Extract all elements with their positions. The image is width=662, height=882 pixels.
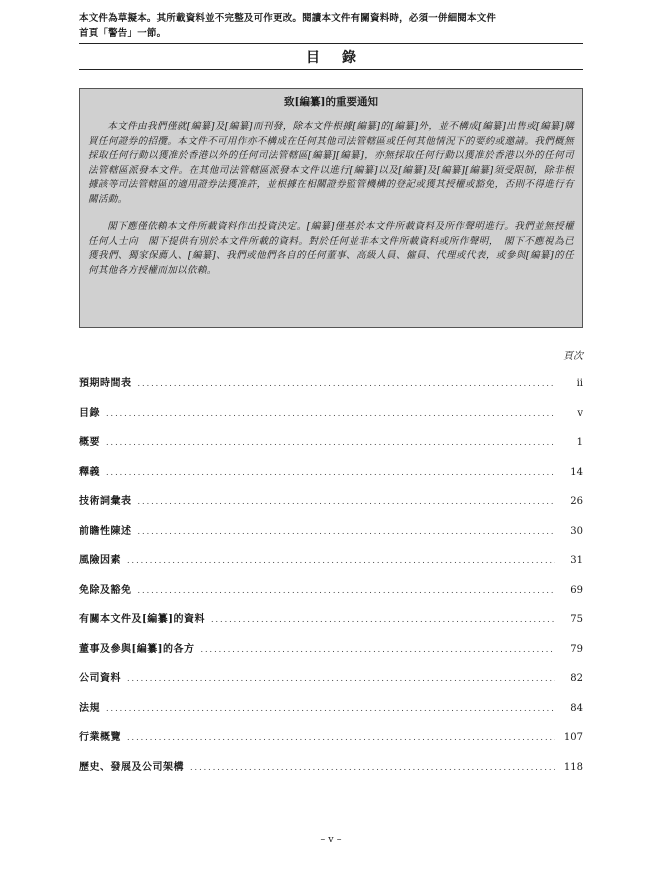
toc-entry[interactable] — [79, 640, 583, 670]
toc-entry-page: 1 — [576, 437, 583, 448]
table-of-contents — [79, 374, 583, 787]
notice-paragraph-2: 閣下應僅依賴本文件所載資料作出投資決定。[編纂]僅基於本文件所載資料及所作聲明進行。我們並無授權任何人士向 閣下提供有別於本文件所載的資料。對於任何並非本文件所載資料或所作聲明， 閣下不應視為已獲我們、獨家保薦人、[編纂]、我們或他們各自的任何董事、高級人員、僱員、代理或代表，或參與[編纂]的任何其他各方授權而加以依賴。 — [88, 221, 574, 276]
toc-entry[interactable] — [79, 463, 583, 493]
toc-entry[interactable] — [79, 728, 583, 758]
important-notice-box — [79, 88, 583, 328]
page-title: 目錄 — [306, 49, 378, 66]
toc-entry[interactable] — [79, 374, 583, 404]
toc-entry-page: 82 — [570, 673, 583, 684]
toc-entry-title: 風險因素 — [79, 555, 121, 566]
toc-entry[interactable] — [79, 551, 583, 581]
toc-entry-title: 前瞻性陳述 — [79, 525, 132, 537]
toc-leader-dots — [138, 378, 556, 390]
toc-leader-dots — [138, 496, 556, 508]
toc-leader-dots — [127, 555, 555, 567]
toc-leader-dots — [106, 703, 555, 715]
toc-entry[interactable] — [79, 522, 583, 552]
page-title-bar — [79, 43, 583, 70]
toc-entry-page: 30 — [570, 525, 583, 537]
toc-entry[interactable] — [79, 758, 583, 788]
toc-entry-page: 69 — [570, 584, 583, 596]
toc-entry-title: 免除及豁免 — [79, 584, 132, 596]
toc-leader-dots — [127, 732, 555, 744]
toc-entry-title: 預期時間表 — [79, 378, 132, 389]
toc-entry[interactable] — [79, 492, 583, 522]
notice-title: 致[編纂]的重要通知 — [284, 96, 378, 108]
toc-leader-dots — [106, 467, 555, 479]
toc-entry-title: 公司資料 — [79, 673, 121, 684]
toc-entry-title: 行業概覽 — [79, 732, 121, 743]
toc-entry-page: 14 — [570, 466, 583, 478]
toc-entry-page: 107 — [563, 732, 583, 743]
disclaimer-line-2: 首頁「警告」一節。 — [79, 28, 167, 39]
toc-entry-page: v — [577, 407, 583, 419]
toc-leader-dots — [106, 408, 555, 420]
toc-entry[interactable] — [79, 669, 583, 699]
page-number: – v – — [320, 834, 342, 845]
toc-entry[interactable] — [79, 699, 583, 729]
toc-entry[interactable] — [79, 610, 583, 640]
toc-entry-title: 概要 — [79, 437, 100, 448]
toc-leader-dots — [138, 585, 556, 597]
notice-paragraph-1: 本文件由我們僅就[編纂]及[編纂]而刊發，除本文件根據[編纂]的[編纂]外，並不構成[編纂]出售或[編纂]購買任何證券的招攬。本文件不可用作亦不構成在任何其他司法管轄區或任何其他情況下的要約或邀請。我們概無採取任何行動以獲准於香港以外的任何司法管轄區[編纂][編纂]，亦無採取任何行動以獲准於香港以外的任何司法管轄區派發本文件。在其他司法管轄區派發本文件以進行[編纂]以及[編纂]及[編纂][編纂]須受限制，除非根據該等司法管轄區的適用證券法獲准許，並根據在相關證券監管機構的登記或獲其授權或豁免，否則不得進行有關活動。 — [88, 121, 574, 205]
draft-disclaimer — [79, 11, 583, 41]
toc-entry-page: 75 — [570, 614, 583, 625]
toc-entry-page: 26 — [570, 496, 583, 507]
toc-leader-dots — [211, 614, 555, 626]
toc-entry[interactable] — [79, 433, 583, 463]
toc-entry-title: 董事及參與[編纂]的各方 — [79, 643, 195, 655]
toc-entry-page: 84 — [570, 702, 583, 714]
toc-entry-page: 79 — [570, 643, 583, 655]
toc-entry-title: 目錄 — [79, 407, 100, 419]
toc-entry[interactable] — [79, 581, 583, 611]
toc-entry-title: 歷史、發展及公司架構 — [79, 761, 184, 773]
toc-leader-dots — [190, 762, 555, 774]
toc-entry-title: 法規 — [79, 702, 100, 714]
toc-entry-page: 118 — [563, 761, 583, 773]
toc-leader-dots — [200, 644, 555, 656]
toc-leader-dots — [127, 673, 555, 685]
toc-entry-title: 有關本文件及[編纂]的資料 — [79, 614, 205, 625]
toc-page-header: 頁次 — [563, 351, 583, 362]
toc-entry-page: ii — [576, 378, 583, 389]
toc-entry[interactable] — [79, 404, 583, 434]
disclaimer-line-1: 本文件為草擬本。其所載資料並不完整及可作更改。閱讀本文件有關資料時，必須一併細閱本文件 — [79, 13, 497, 24]
toc-entry-title: 釋義 — [79, 466, 100, 478]
toc-entry-title: 技術詞彙表 — [79, 496, 132, 507]
toc-leader-dots — [138, 526, 556, 538]
toc-leader-dots — [106, 437, 555, 449]
toc-entry-page: 31 — [570, 555, 583, 566]
